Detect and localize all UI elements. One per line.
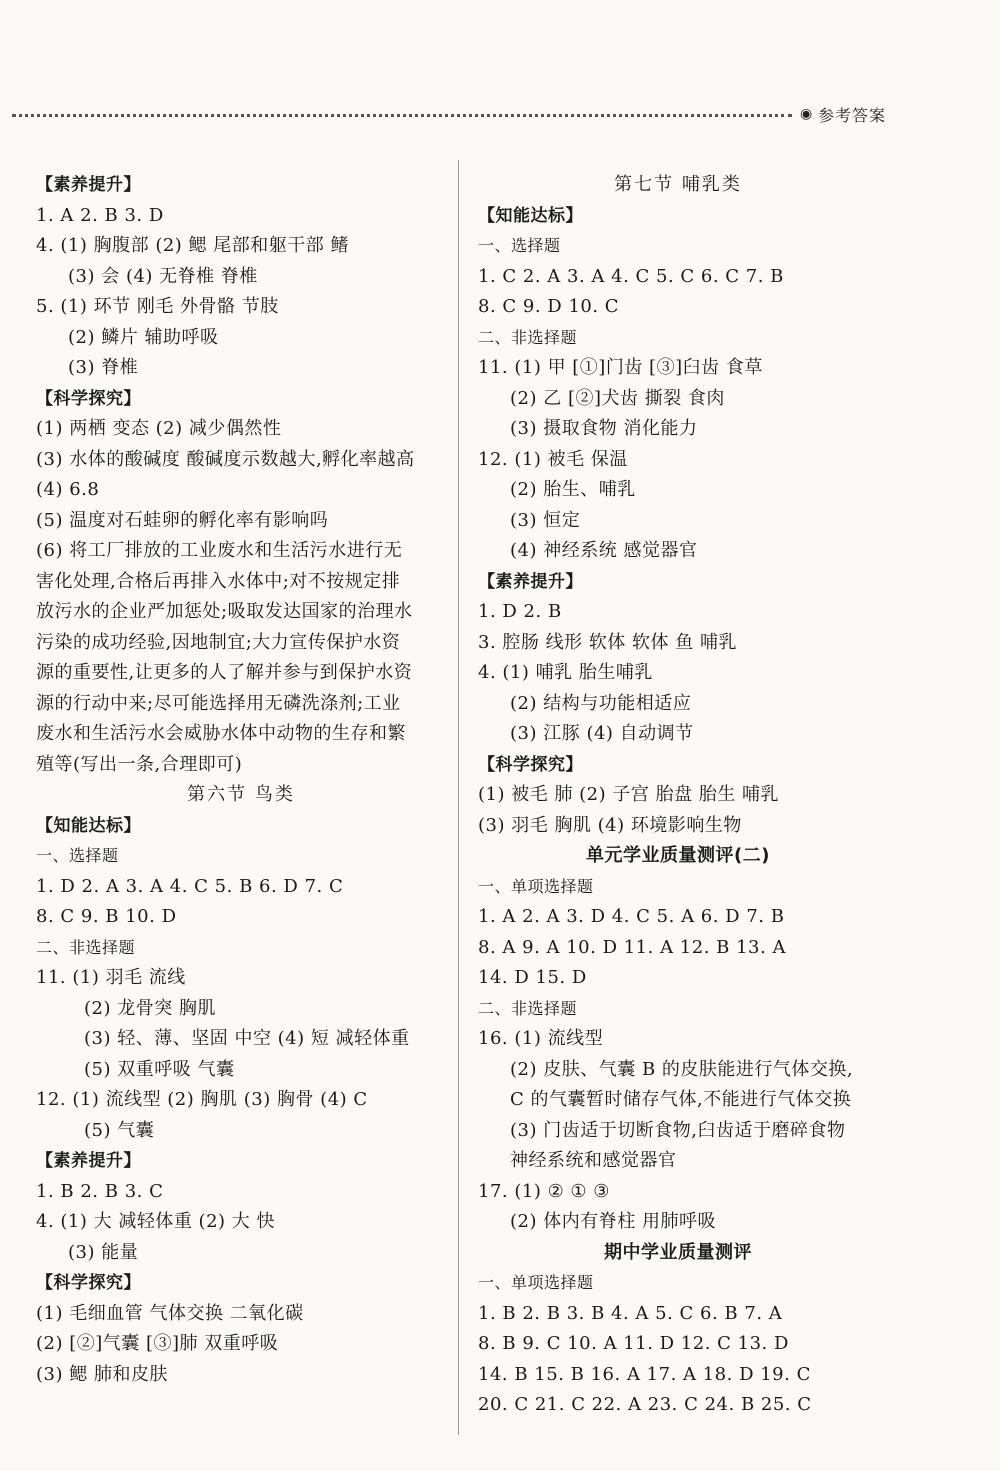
answer-line: 8. C 9. B 10. D bbox=[36, 906, 177, 927]
section-title: 第六节 鸟类 bbox=[187, 784, 295, 805]
answer-line: 1. A 2. B 3. D bbox=[36, 204, 164, 226]
answer-line: 20. C 21. C 22. A 23. C 24. B 25. C bbox=[478, 1394, 812, 1415]
section-label: 【知能达标】 bbox=[36, 815, 141, 836]
section-label: 【科学探究】 bbox=[36, 388, 141, 409]
section-title: 单元学业质量测评(二) bbox=[586, 845, 770, 866]
answer-line: 神经系统和感觉器官 bbox=[510, 1150, 677, 1171]
answer-line: (3) 恒定 bbox=[510, 509, 581, 531]
answer-line: (3) 能量 bbox=[68, 1241, 139, 1263]
answer-line: 4. (1) 胸腹部 (2) 鳃 尾部和躯干部 鳍 bbox=[36, 235, 349, 256]
section-label: 【素养提升】 bbox=[36, 1151, 141, 1171]
answer-line: 1. C 2. A 3. A 4. C 5. C 6. C 7. B bbox=[478, 265, 784, 287]
left-column bbox=[36, 170, 446, 1390]
question-type-heading: 二、非选择题 bbox=[478, 998, 578, 1018]
answer-line: 废水和生活污水会威胁水体中动物的生存和繁 bbox=[36, 723, 406, 744]
header-title: 参考答案 bbox=[818, 106, 887, 125]
question-type-heading: 一、选择题 bbox=[36, 846, 119, 865]
answer-line: (3) 轻、薄、坚固 中空 (4) 短 减轻体重 bbox=[84, 1028, 410, 1049]
answer-line: 1. B 2. B 3. B 4. A 5. C 6. B 7. A bbox=[478, 1302, 783, 1324]
answer-line: 14. D 15. D bbox=[478, 967, 587, 988]
answer-line: 1. B 2. B 3. C bbox=[36, 1180, 164, 1202]
answer-line: 11. (1) 甲 [①]门齿 [③]臼齿 食草 bbox=[478, 357, 763, 378]
answer-line: (2) 结构与功能相适应 bbox=[510, 692, 692, 714]
answer-line: 17. (1) ② ① ③ bbox=[478, 1180, 610, 1202]
answer-line: (4) 6.8 bbox=[36, 479, 100, 500]
question-type-heading: 一、单项选择题 bbox=[478, 876, 594, 896]
answer-line: C 的气囊暂时储存气体,不能进行气体交换 bbox=[510, 1089, 852, 1110]
answer-line: 11. (1) 羽毛 流线 bbox=[36, 967, 186, 988]
answer-line: 16. (1) 流线型 bbox=[478, 1028, 604, 1049]
answer-line: (3) 会 (4) 无脊椎 脊椎 bbox=[68, 265, 258, 287]
answer-line: 12. (1) 流线型 (2) 胸肌 (3) 胸骨 (4) C bbox=[36, 1089, 368, 1110]
answer-line: (3) 脊椎 bbox=[68, 357, 139, 378]
section-label: 【素养提升】 bbox=[478, 571, 583, 592]
answer-line: 殖等(写出一条,合理即可) bbox=[36, 753, 243, 775]
answer-line: 1. D 2. B bbox=[478, 601, 562, 622]
answer-line: (5) 双重呼吸 气囊 bbox=[84, 1058, 235, 1080]
answer-line: 源的行动中来;尽可能选择用无磷洗涤剂;工业 bbox=[36, 692, 401, 714]
question-type-heading: 二、非选择题 bbox=[36, 937, 136, 957]
bullet-icon: ◉ bbox=[800, 106, 813, 122]
answer-line: 3. 腔肠 线形 软体 软体 鱼 哺乳 bbox=[478, 631, 738, 653]
answer-line: 8. B 9. C 10. A 11. D 12. C 13. D bbox=[478, 1333, 789, 1354]
answer-line: (1) 被毛 肺 (2) 子宫 胎盘 胎生 哺乳 bbox=[478, 784, 780, 805]
answer-line: (2) 体内有脊柱 用肺呼吸 bbox=[510, 1211, 716, 1232]
answer-line: (1) 两栖 变态 (2) 减少偶然性 bbox=[36, 418, 282, 439]
answer-line: (1) 毛细血管 气体交换 二氧化碳 bbox=[36, 1302, 304, 1324]
answer-line: (2) 龙骨突 胸肌 bbox=[84, 997, 216, 1019]
section-title: 第七节 哺乳类 bbox=[614, 174, 742, 195]
page-header bbox=[0, 100, 1000, 130]
answer-line: (5) 温度对石蛙卵的孵化率有影响吗 bbox=[36, 509, 329, 531]
section-label: 【科学探究】 bbox=[478, 754, 583, 775]
answer-line: 4. (1) 大 减轻体重 (2) 大 快 bbox=[36, 1211, 275, 1232]
answer-line: (2) [②]气囊 [③]肺 双重呼吸 bbox=[36, 1333, 279, 1354]
answer-line: 放污水的企业严加惩处;吸取发达国家的治理水 bbox=[36, 601, 413, 622]
answer-line: (3) 门齿适于切断食物,臼齿适于磨碎食物 bbox=[510, 1119, 846, 1141]
answer-line: 4. (1) 哺乳 胎生哺乳 bbox=[478, 662, 653, 683]
dotted-rule bbox=[12, 114, 792, 117]
answer-line: (6) 将工厂排放的工业废水和生活污水进行无 bbox=[36, 540, 403, 561]
answer-line: (3) 羽毛 胸肌 (4) 环境影响生物 bbox=[478, 814, 742, 836]
answer-line: (5) 气囊 bbox=[84, 1119, 155, 1141]
section-title: 期中学业质量测评 bbox=[604, 1241, 752, 1263]
section-label: 【科学探究】 bbox=[36, 1273, 141, 1293]
question-type-heading: 一、选择题 bbox=[478, 236, 561, 255]
section-label: 【素养提升】 bbox=[36, 175, 141, 195]
answer-line: 1. A 2. A 3. D 4. C 5. A 6. D 7. B bbox=[478, 906, 785, 927]
answer-line: (4) 神经系统 感觉器官 bbox=[510, 540, 698, 561]
answer-line: 8. C 9. D 10. C bbox=[478, 296, 620, 317]
answer-line: (3) 摄取食物 消化能力 bbox=[510, 418, 698, 439]
answer-line: (2) 乙 [②]犬齿 撕裂 食肉 bbox=[510, 387, 725, 409]
column-divider bbox=[458, 160, 459, 1435]
question-type-heading: 一、单项选择题 bbox=[478, 1273, 594, 1292]
question-type-heading: 二、非选择题 bbox=[478, 327, 578, 347]
answer-line: 8. A 9. A 10. D 11. A 12. B 13. A bbox=[478, 936, 786, 958]
answer-line: 1. D 2. A 3. A 4. C 5. B 6. D 7. C bbox=[36, 875, 344, 897]
answer-line: 5. (1) 环节 刚毛 外骨骼 节肢 bbox=[36, 296, 279, 317]
answer-line: (3) 鳃 肺和皮肤 bbox=[36, 1363, 168, 1385]
answer-line: 12. (1) 被毛 保温 bbox=[478, 448, 628, 470]
section-label: 【知能达标】 bbox=[478, 205, 583, 226]
answer-line: (2) 胎生、哺乳 bbox=[510, 479, 636, 500]
answer-line: (3) 水体的酸碱度 酸碱度示数越大,孵化率越高 bbox=[36, 448, 415, 470]
answer-line: 害化处理,合格后再排入水体中;对不按规定排 bbox=[36, 570, 401, 592]
answer-line: (3) 江豚 (4) 自动调节 bbox=[510, 723, 694, 744]
answer-line: (2) 鳞片 辅助呼吸 bbox=[68, 326, 219, 348]
answer-line: (2) 皮肤、气囊 B 的皮肤能进行气体交换, bbox=[510, 1058, 854, 1080]
answer-line: 14. B 15. B 16. A 17. A 18. D 19. C bbox=[478, 1363, 811, 1385]
answer-line: 污染的成功经验,因地制宜;大力宣传保护水资 bbox=[36, 631, 401, 653]
right-column bbox=[478, 170, 878, 1421]
answer-line: 源的重要性,让更多的人了解并参与到保护水资 bbox=[36, 662, 413, 683]
